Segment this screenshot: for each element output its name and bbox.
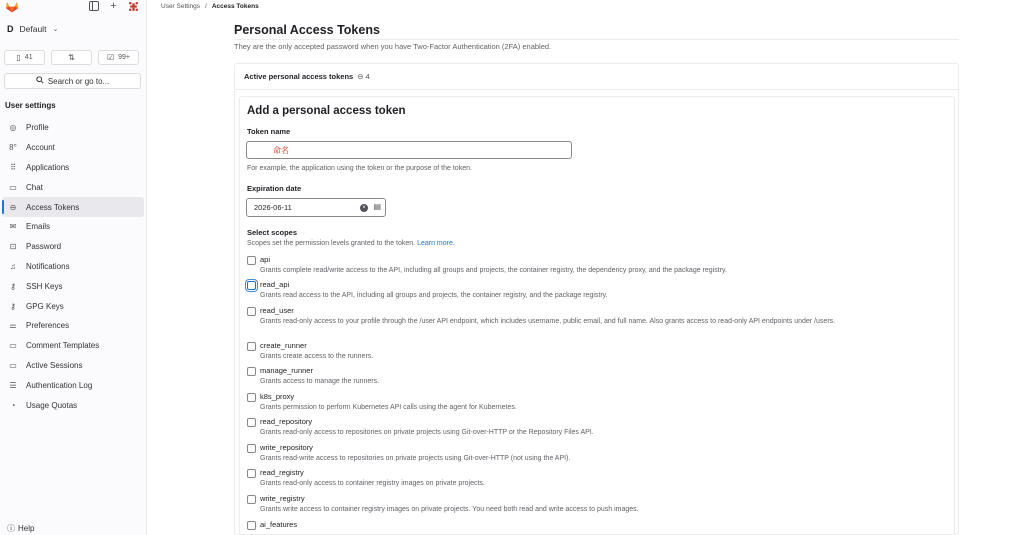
issues-icon: ▯	[16, 53, 21, 62]
email-icon: ✉	[9, 222, 17, 232]
clear-icon[interactable]: ×	[360, 204, 368, 212]
scope-create-runner	[246, 341, 373, 362]
scopes-label: Select scopes	[247, 228, 298, 237]
scope-name: read_registry	[260, 468, 304, 477]
token-name-help: For example, the application using the token or the purpose of the token.	[247, 165, 472, 172]
profile-icon: ◎	[9, 123, 17, 133]
scope-checkbox[interactable]	[247, 281, 256, 290]
scope-checkbox[interactable]	[247, 418, 256, 427]
scope-checkbox[interactable]	[247, 521, 256, 530]
sidebar-item-password[interactable]	[2, 237, 144, 257]
sidebar-item-label: Authentication Log	[26, 380, 93, 390]
active-tokens-count	[357, 72, 369, 81]
scopes-help	[247, 240, 455, 247]
learn-more-link[interactable]: Learn more.	[417, 240, 455, 247]
scope-checkbox[interactable]	[247, 393, 256, 402]
scope-checkbox[interactable]	[247, 367, 256, 376]
sidebar-item-active-sessions[interactable]	[2, 356, 144, 376]
scope-name: write_repository	[260, 443, 313, 452]
merge-request-icon: ⇅	[68, 53, 75, 62]
search-label: Search or go to...	[47, 76, 110, 86]
scope-checkbox[interactable]	[247, 307, 256, 316]
todo-icon: ☑	[106, 53, 115, 62]
scope-description: Grants write access to container registry images on private projects. You need both read and write access to push images.	[260, 506, 639, 513]
account-icon: 8°	[9, 143, 17, 153]
quota-icon: ◔	[10, 400, 16, 410]
context-initial: D	[7, 24, 14, 34]
preferences-icon: ⚌	[9, 321, 17, 331]
sidebar-heading: User settings	[5, 101, 56, 110]
scope-description: Grants read-write access to repositories on private projects using Git-over-HTTP (not using the API).	[260, 455, 571, 462]
expiration-date-label: Expiration date	[247, 184, 302, 193]
scope-manage-runner	[246, 366, 379, 387]
key-icon: ⚷	[10, 281, 16, 291]
sidebar-item-label: Notifications	[26, 261, 70, 271]
sidebar-item-label: Access Tokens	[26, 202, 80, 212]
sidebar-item-ssh-keys[interactable]	[2, 276, 144, 296]
sidebar-item-label: Active Sessions	[26, 360, 83, 370]
active-tokens-count-value: 4	[365, 72, 370, 81]
applications-icon: ⠿	[10, 162, 16, 172]
sidebar-item-label: Password	[26, 242, 62, 252]
active-tokens-header	[235, 64, 958, 90]
sidebar-item-preferences[interactable]	[2, 316, 144, 336]
scope-name: read_api	[260, 280, 290, 289]
scope-checkbox[interactable]	[247, 256, 256, 265]
sidebar-item-account[interactable]	[2, 138, 144, 158]
main-content	[147, 0, 1024, 535]
help-link[interactable]	[7, 523, 34, 534]
gitlab-logo-icon[interactable]	[5, 1, 19, 13]
scope-name: read_repository	[260, 417, 313, 426]
breadcrumb	[161, 3, 259, 10]
active-tokens-label: Active personal access tokens	[244, 72, 354, 81]
sidebar-item-usage-quotas[interactable]	[2, 395, 144, 415]
monitor-icon: ▭	[9, 360, 17, 370]
scope-read-api	[246, 280, 608, 301]
scope-description: Grants permission to perform Kubernetes API calls using the agent for Kubernetes.	[260, 404, 517, 411]
sidebar-item-profile[interactable]	[2, 118, 144, 138]
sidebar-item-label: Preferences	[26, 321, 70, 331]
scope-checkbox[interactable]	[247, 495, 256, 504]
page-description: They are the only accepted password when you have Two-Factor Authentication (2FA) enabled.	[234, 42, 552, 51]
user-counters	[4, 50, 139, 65]
scope-description: Grants read access to the API, including all groups and projects, the container registry, and the package registry.	[260, 292, 608, 299]
issues-counter[interactable]	[4, 50, 45, 65]
token-icon: ⊖	[9, 202, 17, 212]
sidebar-item-label: Chat	[26, 182, 43, 192]
sidebar-item-access-tokens[interactable]	[2, 197, 144, 217]
scope-checkbox[interactable]	[247, 342, 256, 351]
help-label: Help	[18, 524, 35, 533]
sidebar-item-label: GPG Keys	[26, 301, 64, 311]
sidebar-item-label: SSH Keys	[26, 281, 63, 291]
sidebar-item-label: Comment Templates	[26, 341, 100, 351]
expiration-date-value: 2026-06-11	[254, 203, 292, 212]
sidebar-nav	[2, 118, 144, 415]
search-icon	[36, 76, 44, 86]
scope-description: Grants read-only access to your profile through the /user API endpoint, which includes username, public email, and full name. Also grants access to read-only API endpoints under /users.	[260, 318, 836, 325]
active-tokens-card	[234, 63, 959, 535]
plus-icon[interactable]: +	[110, 0, 117, 12]
sidebar-item-label: Applications	[26, 162, 70, 172]
avatar[interactable]	[128, 1, 139, 12]
scope-name: write_registry	[260, 494, 305, 503]
comment-icon: ▭	[9, 341, 17, 351]
chat-icon: ▭	[9, 182, 17, 192]
breadcrumb-current[interactable]: Access Tokens	[211, 3, 259, 10]
sidebar-item-emails[interactable]	[2, 217, 144, 237]
sidebar-top	[0, 0, 146, 16]
scope-write-registry	[246, 494, 639, 515]
sidebar-item-label: Usage Quotas	[26, 400, 78, 410]
todos-count: 99+	[118, 54, 131, 61]
chevron-down-icon: ⌄	[52, 26, 59, 33]
add-token-form	[239, 96, 955, 535]
sidebar-item-comment-templates[interactable]	[2, 336, 144, 356]
sidebar-item-label: Emails	[26, 222, 51, 232]
scope-description: Grants access to manage the runners.	[260, 378, 380, 385]
token-icon: ⊖	[357, 72, 364, 81]
scope-description: Grants create access to the runners.	[260, 353, 374, 360]
scope-read-registry	[246, 468, 485, 489]
title-divider	[234, 39, 959, 40]
scope-name: ai_features	[260, 520, 298, 529]
merge-requests-counter[interactable]	[51, 50, 92, 65]
scope-description: Grants read-only access to repositories on private projects using Git-over-HTTP or the Repository Files API.	[260, 429, 594, 436]
sidebar-toggle-icon[interactable]	[88, 1, 99, 12]
context-switcher[interactable]	[7, 24, 58, 34]
log-icon: ☰	[9, 380, 17, 390]
scope-ai-features	[246, 520, 297, 530]
scope-read-user	[246, 306, 946, 327]
scope-name: create_runner	[260, 341, 307, 350]
scope-checkbox[interactable]	[247, 444, 256, 453]
scope-name: api	[260, 255, 271, 264]
lock-icon: ⊡	[9, 242, 17, 252]
scope-description: Grants complete read/write access to the API, including all groups and projects, the container registry, the dependency proxy, and the package registry.	[260, 267, 727, 274]
sidebar-item-chat[interactable]	[2, 177, 144, 197]
key-icon: ⚷	[10, 301, 16, 311]
scope-write-repository	[246, 443, 570, 464]
scope-k8s-proxy	[246, 392, 517, 413]
context-name: Default	[19, 24, 47, 34]
sidebar-item-notifications[interactable]	[2, 257, 144, 277]
breadcrumb-parent[interactable]: User Settings	[161, 3, 201, 10]
sidebar	[0, 0, 147, 535]
token-name-value: 命名	[273, 145, 289, 155]
sidebar-top-icons	[88, 1, 139, 12]
scope-name: k8s_proxy	[260, 392, 295, 401]
todos-counter[interactable]	[98, 50, 139, 65]
scope-description: Grants read-only access to container registry images on private projects.	[260, 480, 485, 487]
scope-name: manage_runner	[260, 366, 313, 375]
search-button[interactable]	[4, 73, 141, 89]
token-name-input[interactable]	[246, 141, 572, 159]
scopes-help-text: Scopes set the permission levels granted to the token.	[247, 240, 416, 247]
sidebar-item-authentication-log[interactable]	[2, 375, 144, 395]
calendar-icon[interactable]: ▤	[373, 202, 381, 211]
expiration-date-input[interactable]	[246, 198, 386, 217]
token-name-label: Token name	[247, 127, 291, 136]
sidebar-item-applications[interactable]	[2, 158, 144, 178]
breadcrumb-separator: /	[205, 3, 207, 10]
sidebar-item-gpg-keys[interactable]	[2, 296, 144, 316]
sidebar-item-label: Profile	[26, 123, 49, 133]
scope-name: read_user	[260, 306, 294, 315]
form-title: Add a personal access token	[247, 105, 406, 117]
scope-api	[246, 255, 727, 276]
scope-read-repository	[246, 417, 594, 438]
bell-icon: ♫	[10, 261, 16, 271]
help-icon: ⓘ	[7, 524, 15, 533]
sidebar-item-label: Account	[26, 143, 55, 153]
issues-count: 41	[24, 54, 33, 61]
page-title: Personal Access Tokens	[234, 23, 380, 37]
scope-checkbox[interactable]	[247, 469, 256, 478]
